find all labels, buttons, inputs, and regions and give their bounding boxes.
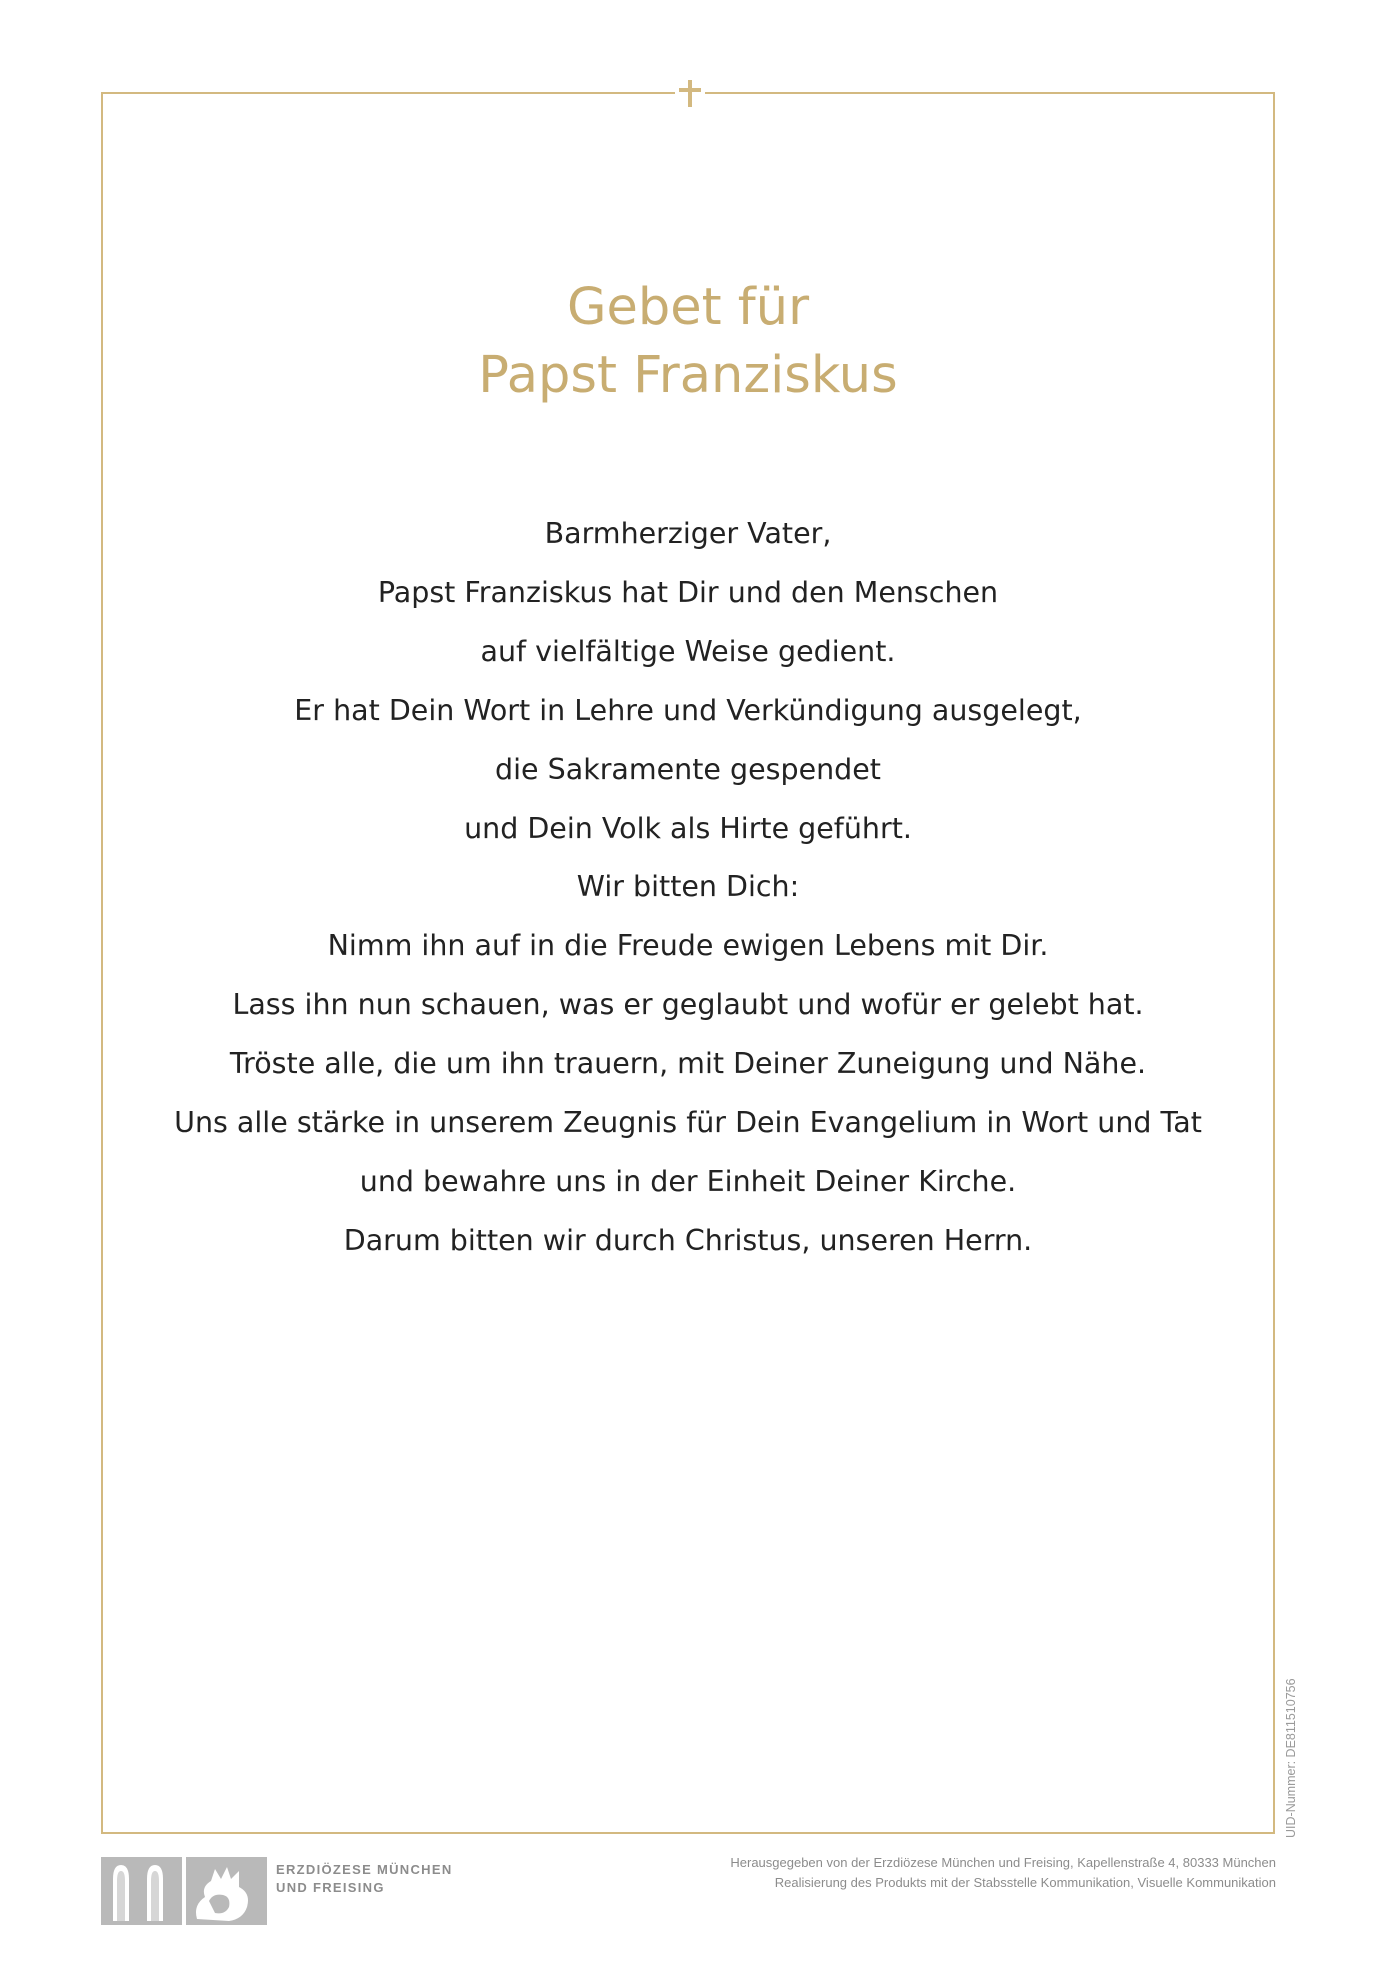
prayer-line: Darum bitten wir durch Christus, unseren Herrn.	[343, 1223, 1033, 1257]
imprint-line: Herausgegeben von der Erzdiözese München und Freising, Kapellenstraße 4, 80333 München	[730, 1855, 1276, 1870]
prayer-line: Tröste alle, die um ihn trauern, mit Deiner Zuneigung und Nähe.	[229, 1047, 1147, 1081]
prayer-line: die Sakramente gespendet	[495, 752, 881, 786]
logo-line: ERZDIÖZESE MÜNCHEN	[276, 1862, 453, 1877]
prayer-line: Papst Franziskus hat Dir und den Menschen	[377, 575, 999, 609]
prayer-line: Er hat Dein Wort in Lehre und Verkündigung ausgelegt,	[294, 693, 1082, 727]
logo-wordmark	[276, 1861, 453, 1897]
cross-icon	[675, 78, 705, 110]
prayer-line: Lass ihn nun schauen, was er geglaubt und wofür er gelebt hat.	[232, 988, 1144, 1022]
prayer-line: und bewahre uns in der Einheit Deiner Kirche.	[359, 1164, 1017, 1198]
prayer-line: auf vielfältige Weise gedient.	[480, 634, 896, 668]
prayer-line: Wir bitten Dich:	[576, 870, 800, 904]
prayer-text	[101, 505, 1275, 1271]
title-line: Gebet für	[566, 278, 810, 337]
prayer-line: Barmherziger Vater,	[544, 517, 832, 550]
title-line: Papst Franziskus	[478, 346, 898, 405]
prayer-title	[101, 274, 1275, 410]
uid-number: UID-Nummer: DE811510756	[1284, 1678, 1298, 1838]
imprint	[700, 1853, 1276, 1893]
prayer-line: und Dein Volk als Hirte geführt.	[464, 811, 912, 845]
prayer-line: Nimm ihn auf in die Freude ewigen Lebens mit Dir.	[327, 929, 1049, 963]
archdiocese-logo-icon	[101, 1857, 267, 1925]
imprint-line: Realisierung des Produkts mit der Stabsstelle Kommunikation, Visuelle Kommunikation	[774, 1875, 1276, 1890]
prayer-line: Uns alle stärke in unserem Zeugnis für Dein Evangelium in Wort und Tat	[174, 1106, 1202, 1140]
logo-line: UND FREISING	[276, 1880, 385, 1895]
